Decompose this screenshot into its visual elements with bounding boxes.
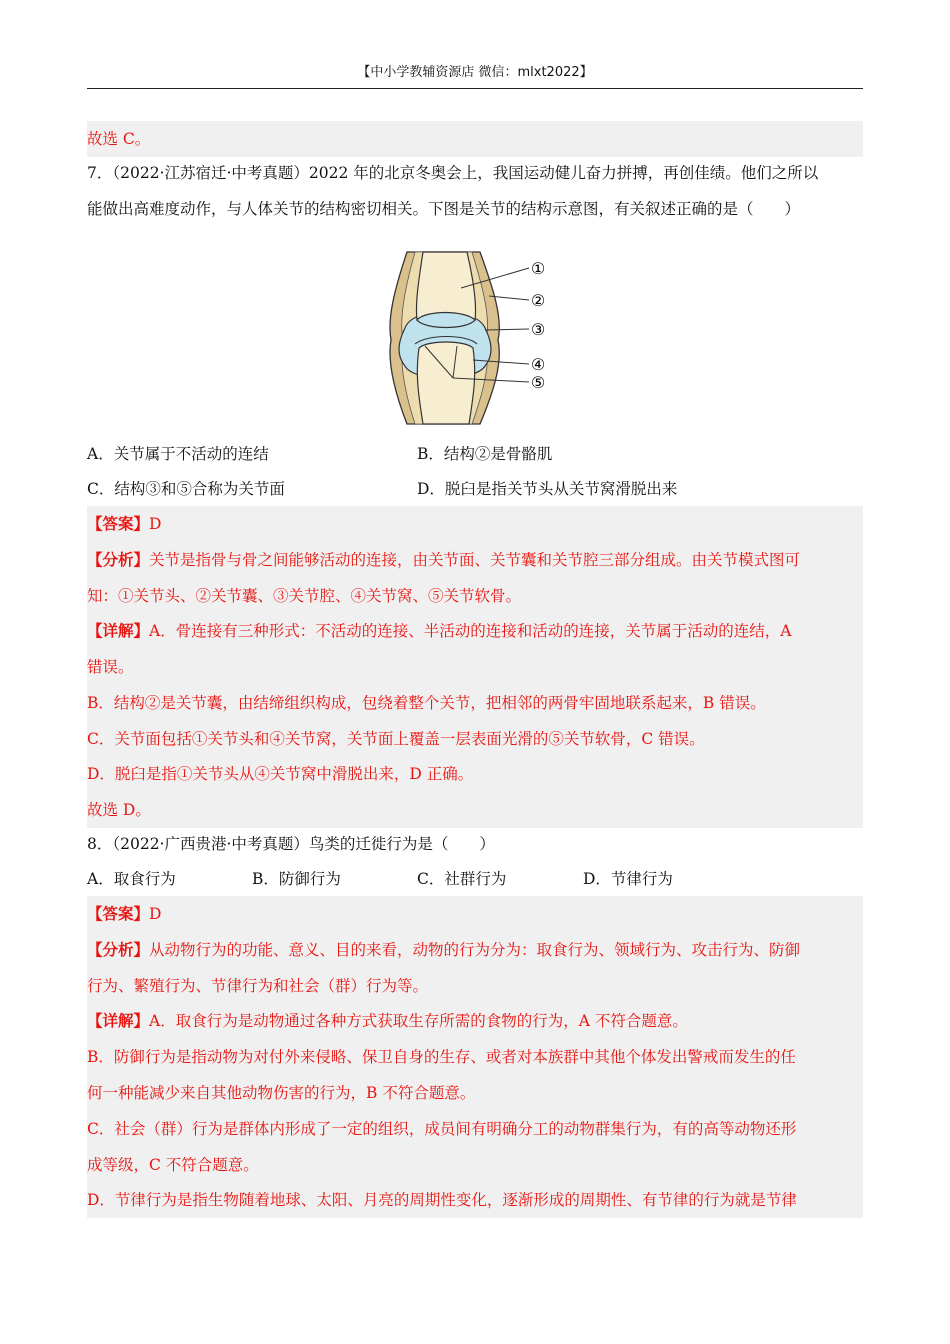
q8-answer: [87, 896, 863, 932]
q8-detail-c1: C．社会（群）行为是群体内形成了一定的组织，成员间有明确分工的动物群集行为，有的高等动物还形: [87, 1111, 863, 1147]
q7-option-c[interactable]: C．结构③和⑤合称为关节面: [87, 480, 285, 498]
q7-detail-c: C．关节面包括①关节头和④关节窝，关节面上覆盖一层表面光滑的⑤关节软骨，C 错误。: [87, 721, 863, 757]
q8-options-row: [87, 861, 863, 897]
answer-tag: 【答案】: [87, 514, 150, 533]
previous-conclusion: 故选 C。: [87, 121, 863, 157]
q7-analysis-line1: [87, 542, 863, 578]
detail-tag: 【详解】: [87, 621, 150, 640]
q7-stem-line2: 能做出高难度动作，与人体关节的结构密切相关。下图是关节的结构示意图，有关叙述正确的是（ ）: [87, 200, 801, 218]
detail-text: A．骨连接有三种形式：不活动的连接、半活动的连接和活动的连接，关节属于活动的连结，A: [149, 622, 792, 640]
figure-label-3: ③: [530, 320, 546, 339]
q7-option-a[interactable]: A．关节属于不活动的连结: [87, 445, 269, 463]
q8-option-a[interactable]: A．取食行为: [87, 870, 176, 888]
q8-option-c[interactable]: C．社群行为: [417, 870, 507, 888]
q7-stem-line1: 7．（2022·江苏宿迁·中考真题）2022 年的北京冬奥会上，我国运动健儿奋力拼搏，再创佳绩。他们之所以: [87, 164, 819, 182]
analysis-text: 关节是指骨与骨之间能够活动的连接，由关节面、关节囊和关节腔三部分组成。由关节模式图可: [149, 551, 801, 569]
q7-detail-line1: [87, 613, 863, 649]
page-header: 【中小学教辅资源店 微信：mlxt2022】: [87, 62, 863, 89]
figure-label-1: ①: [530, 259, 546, 278]
joint-structure-diagram: [385, 248, 560, 426]
q8-detail-b2: 何一种能减少来自其他动物伤害的行为，B 不符合题意。: [87, 1075, 863, 1111]
q7-conclusion: 故选 D。: [87, 792, 863, 828]
q7-option-d[interactable]: D．脱臼是指关节头从关节窝滑脱出来: [417, 480, 678, 498]
q8-stem: 8．（2022·广西贵港·中考真题）鸟类的迁徙行为是（ ）: [87, 835, 495, 853]
q8-option-d[interactable]: D．节律行为: [583, 870, 673, 888]
q7-detail-line2: 错误。: [87, 649, 863, 685]
analysis-tag: 【分析】: [87, 550, 150, 569]
answer-value: D: [149, 515, 162, 533]
figure-label-2: ②: [530, 291, 546, 310]
q8-option-b[interactable]: B．防御行为: [252, 870, 341, 888]
answer-value: D: [149, 905, 162, 923]
joint-svg: [385, 248, 560, 426]
analysis-tag: 【分析】: [87, 940, 150, 959]
detail-tag: 【详解】: [87, 1011, 150, 1030]
q8-analysis-line1: [87, 932, 863, 968]
q8-detail-d1: D．节律行为是指生物随着地球、太阳、月亮的周期性变化，逐渐形成的周期性、有节律的行为就是节律: [87, 1182, 863, 1218]
q8-detail-b1: B．防御行为是指动物为对付外来侵略、保卫自身的生存、或者对本族群中其他个体发出警戒而发生的任: [87, 1039, 863, 1075]
q7-options-row1: [87, 436, 863, 472]
answer-tag: 【答案】: [87, 904, 150, 923]
q7-answer: [87, 506, 863, 542]
q8-detail-c2: 成等级，C 不符合题意。: [87, 1147, 863, 1183]
q7-options-row2: [87, 471, 863, 507]
q8-detail-a: [87, 1003, 863, 1039]
q8-analysis-line2: 行为、繁殖行为、节律行为和社会（群）行为等。: [87, 968, 863, 1004]
detail-text: A．取食行为是动物通过各种方式获取生存所需的食物的行为，A 不符合题意。: [149, 1012, 688, 1030]
q7-option-b[interactable]: B．结构②是骨骼肌: [417, 445, 553, 463]
q7-detail-d: D．脱臼是指①关节头从④关节窝中滑脱出来，D 正确。: [87, 756, 863, 792]
analysis-text: 从动物行为的功能、意义、目的来看，动物的行为分为：取食行为、领域行为、攻击行为、防御: [149, 941, 801, 959]
figure-label-4: ④: [530, 355, 546, 374]
q7-detail-b: B．结构②是关节囊，由结缔组织构成，包绕着整个关节，把相邻的两骨牢固地联系起来，B 错误。: [87, 685, 863, 721]
figure-label-5: ⑤: [530, 373, 546, 392]
q7-analysis-line2: 知：①关节头、②关节囊、③关节腔、④关节窝、⑤关节软骨。: [87, 578, 863, 614]
